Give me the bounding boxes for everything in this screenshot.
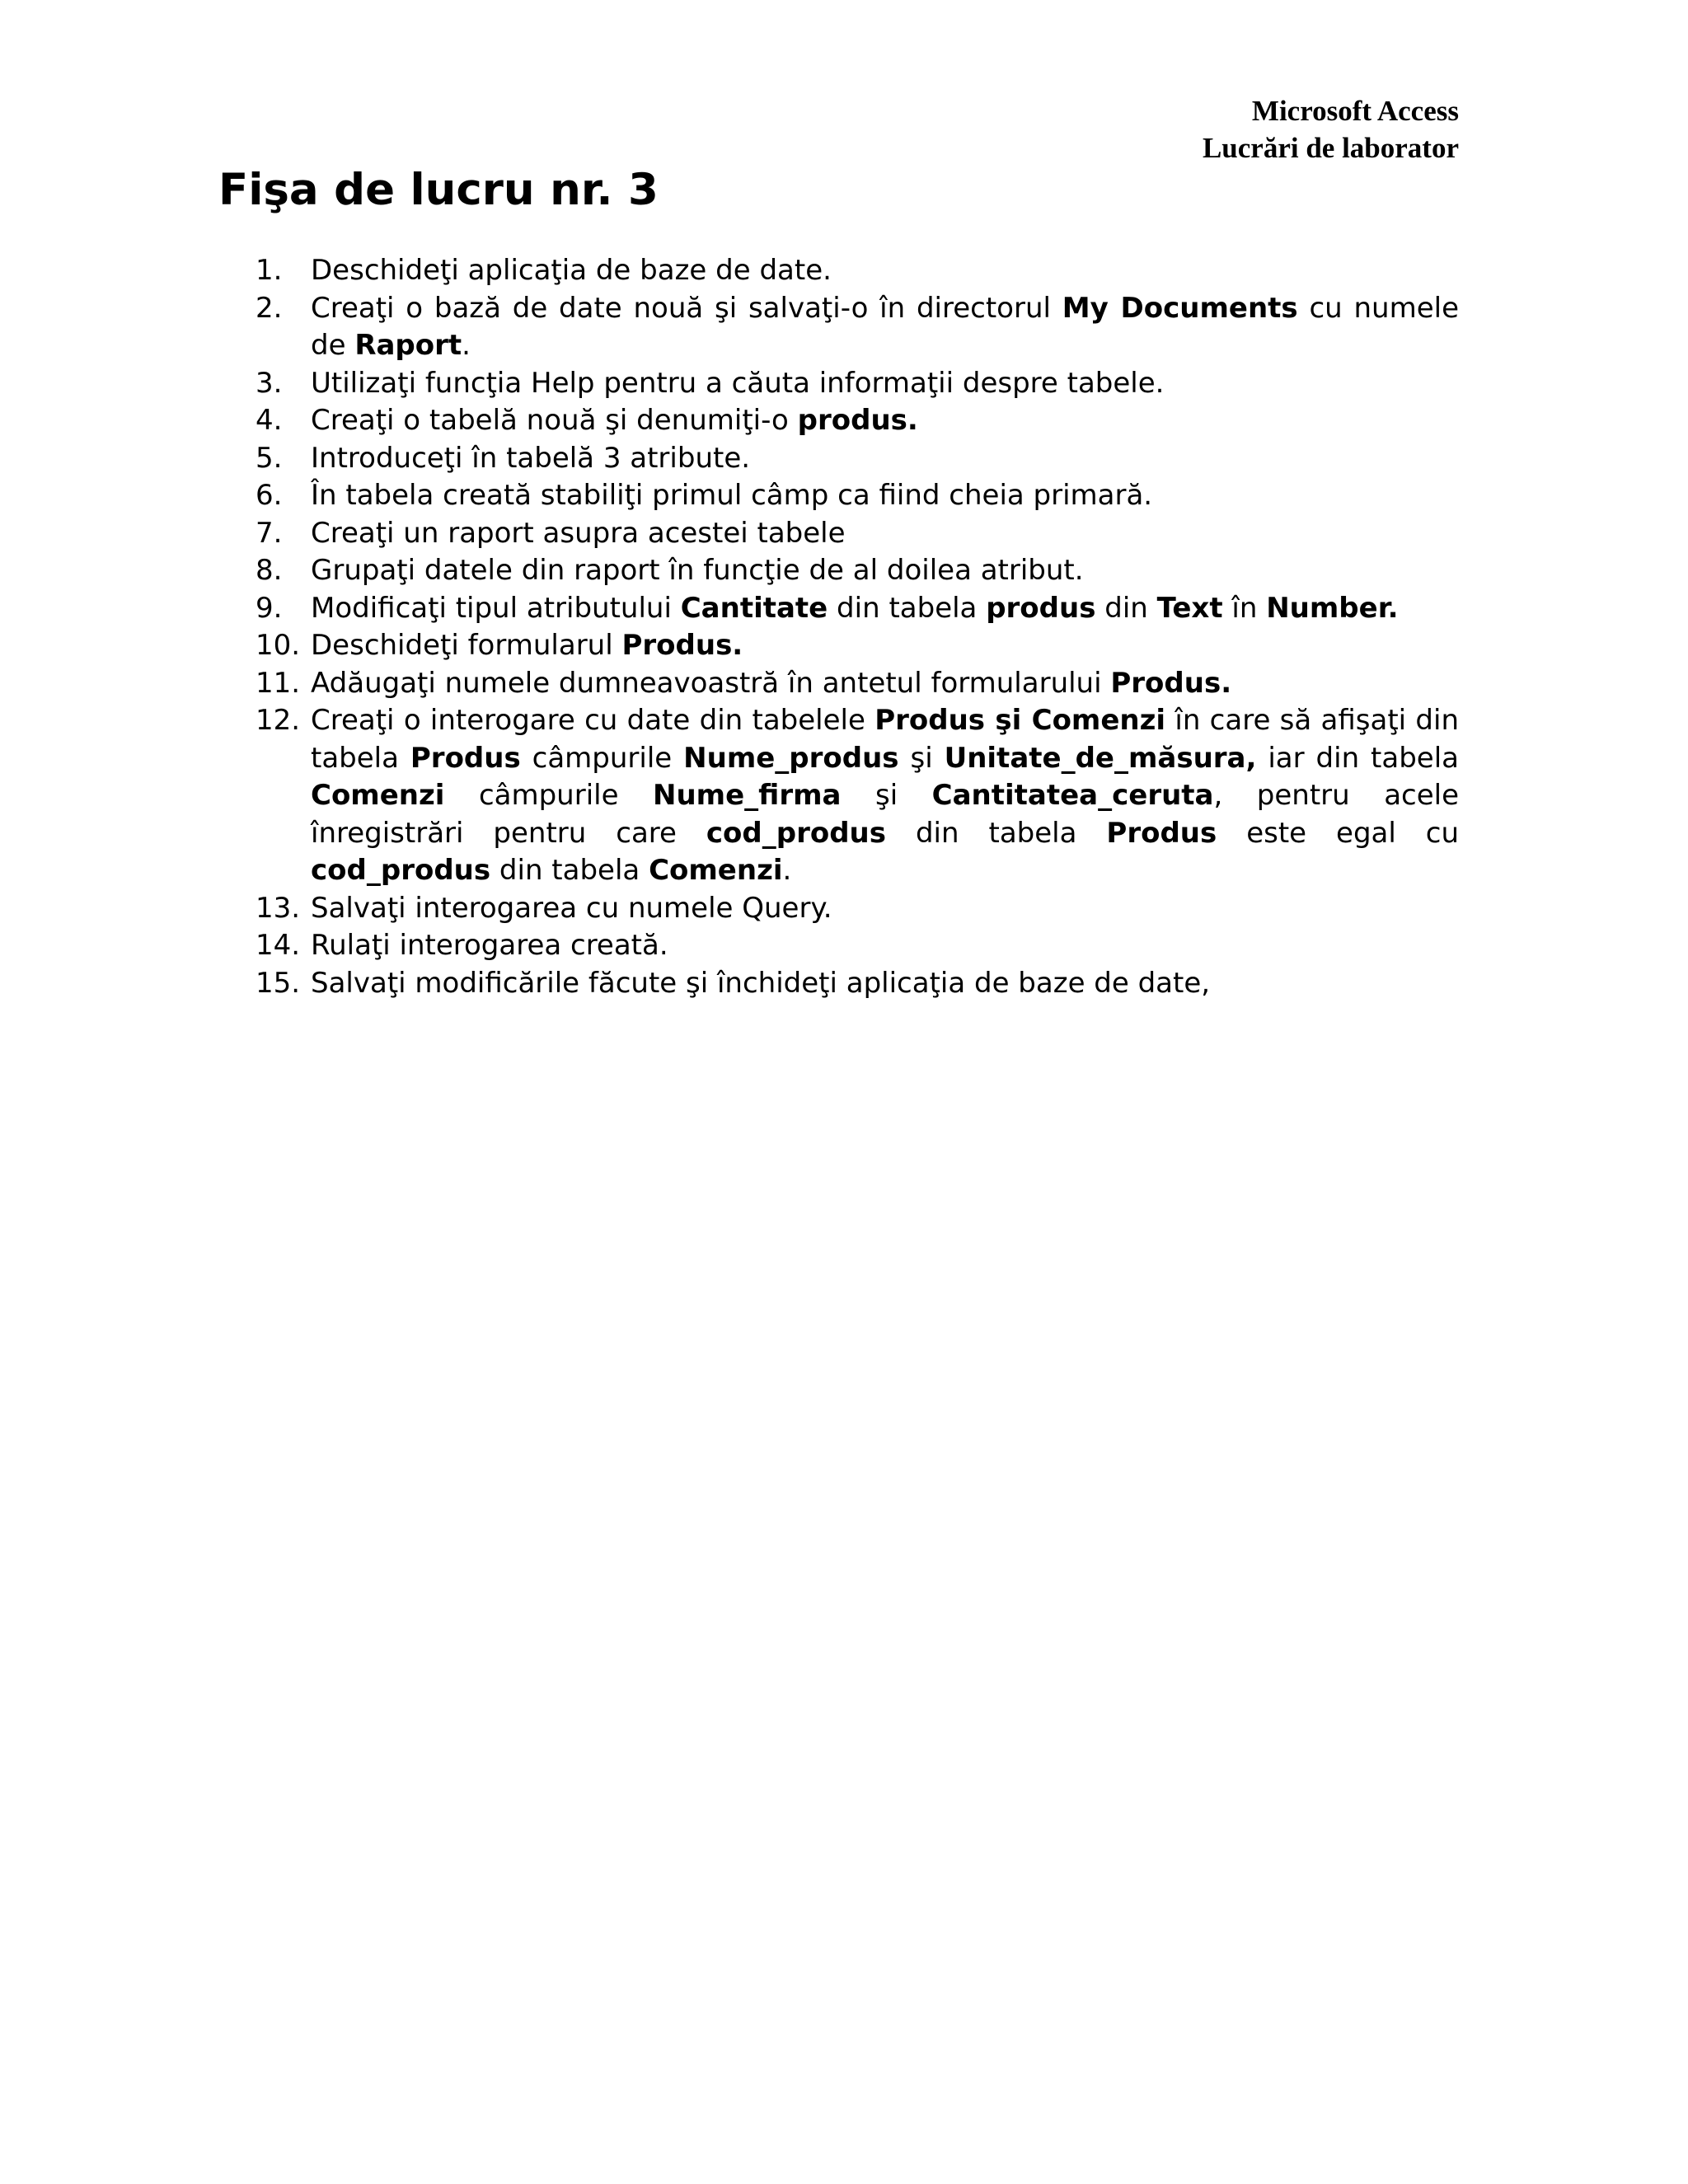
- list-item: [256, 965, 1459, 1003]
- list-item-number: 14.: [256, 929, 301, 962]
- text-run: este egal cu: [1217, 816, 1459, 850]
- text-run: Rulaţi interogarea creată.: [311, 929, 668, 962]
- text-run: Utilizaţi funcţia Help pentru a căuta informaţii despre tabele.: [311, 366, 1165, 400]
- list-item-text: [311, 290, 1459, 365]
- list-item-text: [311, 927, 1459, 965]
- list-item-text: [311, 402, 1459, 440]
- list-item-text: [311, 665, 1459, 703]
- list-item-number: 7.: [256, 516, 283, 550]
- task-list: [256, 252, 1459, 1002]
- bold-term: Cantitatea_ceruta: [931, 779, 1214, 812]
- list-item-number: 12.: [256, 704, 301, 737]
- list-item-number: 5.: [256, 441, 283, 475]
- text-run: Salvaţi interogarea cu numele Query.: [311, 891, 832, 925]
- bold-term: Produs.: [621, 629, 743, 662]
- text-run: şi: [898, 741, 945, 775]
- bold-term: My Documents: [1062, 291, 1298, 325]
- text-run: din tabela: [828, 591, 987, 625]
- list-item-text: [311, 515, 1459, 553]
- text-run: şi: [841, 779, 932, 812]
- list-item: [256, 927, 1459, 965]
- list-item-text: [311, 890, 1459, 928]
- text-run: În tabela creată stabiliţi primul câmp ca fiind cheia primară.: [311, 479, 1153, 512]
- list-item-number: 1.: [256, 254, 283, 287]
- text-run: câmpurile: [520, 741, 684, 775]
- list-item: [256, 365, 1459, 403]
- bold-term: produs: [986, 591, 1096, 625]
- list-item: [256, 890, 1459, 928]
- text-run: , pentru acele înregistrări pentru care: [311, 779, 1460, 850]
- text-run: .: [782, 854, 792, 887]
- text-run: în care să afişaţi din tabela: [311, 704, 1459, 775]
- text-run: din: [1095, 591, 1157, 625]
- list-item-number: 4.: [256, 404, 283, 437]
- list-item-text: [311, 477, 1459, 515]
- list-item-number: 8.: [256, 554, 283, 587]
- text-run: din tabela: [886, 816, 1107, 850]
- text-run: Modificaţi tipul atributului: [311, 591, 681, 625]
- list-item-number: 3.: [256, 366, 283, 400]
- bold-term: cod_produs: [311, 854, 491, 887]
- header-subtitle: Lucrări de laborator: [1202, 132, 1459, 164]
- bold-term: Number.: [1266, 591, 1399, 625]
- text-run: Deschideţi aplicaţia de baze de date.: [311, 254, 832, 287]
- text-run: câmpurile: [444, 779, 654, 812]
- list-item: [256, 440, 1459, 478]
- bold-term: Produs: [410, 741, 521, 775]
- list-item: [256, 252, 1459, 290]
- bold-term: Produs.: [1110, 666, 1232, 700]
- text-run: Salvaţi modificările făcute şi închideţi aplicaţia de baze de date,: [311, 966, 1211, 1000]
- text-run: Creaţi o interogare cu date din tabelele: [311, 704, 875, 737]
- text-run: din tabela: [490, 854, 649, 887]
- text-run: Creaţi o bază de date nouă şi salvaţi-o în directorul: [311, 291, 1062, 325]
- list-item: [256, 477, 1459, 515]
- list-item-text: [311, 552, 1459, 590]
- text-run: Adăugaţi numele dumneavoastră în antetul formularului: [311, 666, 1111, 700]
- bold-term: produs.: [797, 404, 918, 437]
- list-item: [256, 515, 1459, 553]
- list-item: [256, 552, 1459, 590]
- text-run: .: [462, 329, 471, 362]
- list-item: [256, 665, 1459, 703]
- text-run: iar din tabela: [1256, 741, 1459, 775]
- bold-term: Raport: [354, 329, 462, 362]
- text-run: în: [1222, 591, 1267, 625]
- list-item-number: 11.: [256, 666, 301, 700]
- text-run: Creaţi o tabelă nouă şi denumiţi-o: [311, 404, 798, 437]
- bold-term: Comenzi: [649, 854, 783, 887]
- text-run: cu numele de: [311, 291, 1459, 362]
- bold-term: Comenzi: [311, 779, 445, 812]
- bold-term: Cantitate: [680, 591, 828, 625]
- list-item-number: 6.: [256, 479, 283, 512]
- list-item-text: [311, 252, 1459, 290]
- text-run: Deschideţi formularul: [311, 629, 622, 662]
- list-item-text: [311, 590, 1459, 628]
- bold-term: Nume_produs: [683, 741, 899, 775]
- list-item-number: 10.: [256, 629, 301, 662]
- text-run: Introduceţi în tabelă 3 atribute.: [311, 441, 751, 475]
- bold-term: cod_produs: [706, 816, 887, 850]
- bold-term: Produs şi Comenzi: [874, 704, 1166, 737]
- list-item-text: [311, 702, 1459, 890]
- header-app-name: Microsoft Access: [1251, 95, 1459, 127]
- bold-term: Unitate_de_măsura,: [944, 741, 1257, 775]
- list-item: [256, 290, 1459, 365]
- list-item: [256, 627, 1459, 665]
- page-title: Fişa de lucru nr. 3: [218, 165, 659, 215]
- list-item-text: [311, 440, 1459, 478]
- list-item: [256, 590, 1459, 628]
- list-item-text: [311, 627, 1459, 665]
- list-item: [256, 702, 1459, 890]
- list-item-text: [311, 965, 1459, 1003]
- bold-term: Produs: [1106, 816, 1217, 850]
- bold-term: Text: [1156, 591, 1223, 625]
- list-item-text: [311, 365, 1459, 403]
- list-item-number: 2.: [256, 291, 283, 325]
- bold-term: Nume_firma: [653, 779, 842, 812]
- text-run: Grupaţi datele din raport în funcţie de al doilea atribut.: [311, 554, 1084, 587]
- list-item-number: 9.: [256, 591, 283, 625]
- list-item-number: 15.: [256, 966, 301, 1000]
- text-run: Creaţi un raport asupra acestei tabele: [311, 516, 846, 550]
- list-item-number: 13.: [256, 891, 301, 925]
- running-header: [1203, 92, 1459, 166]
- list-item: [256, 402, 1459, 440]
